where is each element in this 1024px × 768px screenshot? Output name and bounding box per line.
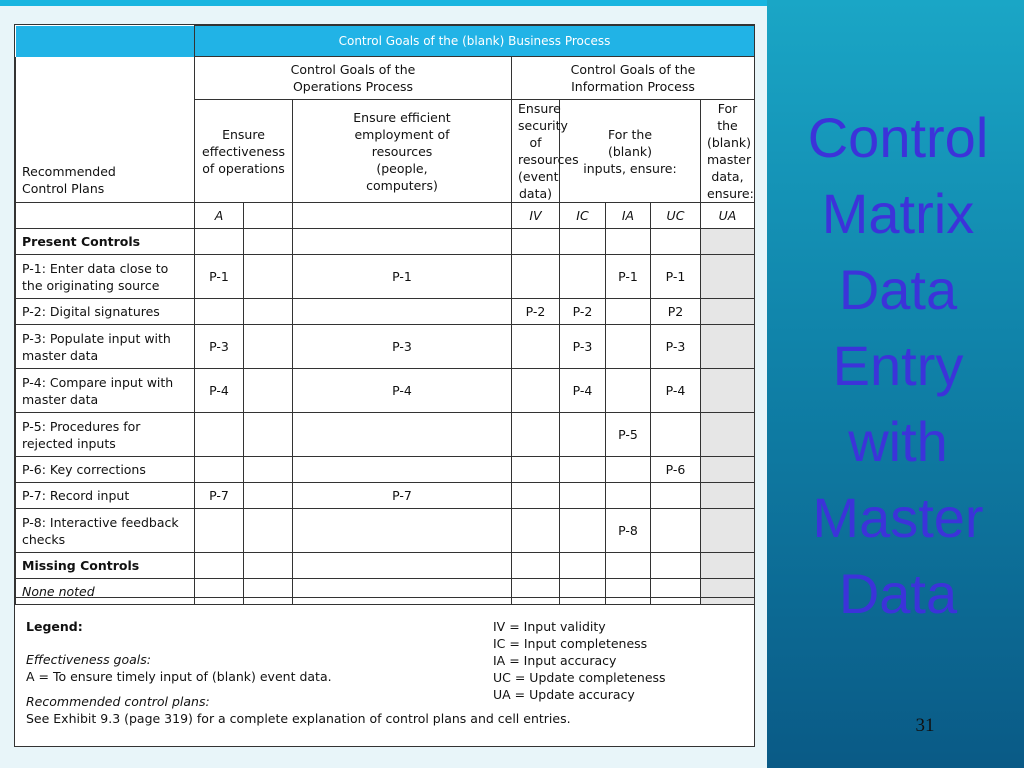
goal-line: effectiveness (202, 143, 285, 159)
matrix-cell: P-2 (512, 299, 560, 325)
empty-cell (512, 553, 560, 579)
control-plan-label-line: P-3: Populate input with (22, 330, 171, 346)
matrix-cell (560, 413, 606, 457)
legend-code: UA = Update accuracy (493, 687, 635, 702)
matrix-cell (195, 509, 244, 553)
control-plan-row (16, 255, 755, 299)
matrix-cell: P-4 (651, 369, 701, 413)
empty-cell (195, 553, 244, 579)
goal-efficient-resources (293, 100, 512, 203)
row-header-line: Control Plans (22, 181, 105, 196)
control-plan-label-line: P-4: Compare input with (22, 374, 174, 390)
recommended-plans-text: See Exhibit 9.3 (page 319) for a complete explanation of control plans and cell entries. (26, 711, 571, 726)
page-number: 31 (915, 715, 935, 736)
goal-master-data (701, 100, 755, 203)
matrix-cell (701, 299, 755, 325)
control-plan-row (16, 457, 755, 483)
matrix-cell: P-3 (560, 325, 606, 369)
information-goals-header (512, 57, 755, 100)
header-line: Control Goals of the (290, 62, 416, 77)
none-noted-label: None noted (16, 579, 195, 605)
matrix-cell: P2 (651, 299, 701, 325)
control-plan-label-line: the originating source (22, 277, 160, 293)
matrix-cell (244, 413, 293, 457)
matrix-cell (651, 483, 701, 509)
control-plan-label-line: P-6: Key corrections (22, 462, 146, 477)
matrix-cell (560, 255, 606, 299)
legend-title: Legend: (26, 619, 83, 634)
shaded-cell (701, 229, 755, 255)
legend-code: IC = Input completeness (493, 636, 648, 651)
control-plan-label (16, 457, 195, 483)
title-line: with (848, 410, 948, 473)
control-plan-label-line: rejected inputs (22, 435, 116, 451)
matrix-cell: P-4 (195, 369, 244, 413)
control-plan-label-line: P-5: Procedures for (22, 418, 141, 434)
matrix-cell (560, 457, 606, 483)
code-cell (244, 203, 293, 229)
matrix-cell (512, 369, 560, 413)
shaded-cell (701, 553, 755, 579)
business-process-banner: Control Goals of the (blank) Business Process (195, 26, 755, 57)
legend-box (15, 597, 754, 747)
matrix-cell (293, 413, 512, 457)
matrix-cell: P-1 (606, 255, 651, 299)
control-plan-row (16, 483, 755, 509)
control-plan-label (16, 255, 195, 299)
matrix-cell (512, 413, 560, 457)
goal-line: (blank) (608, 143, 652, 159)
empty-cell (651, 229, 701, 255)
title-line: Entry (832, 334, 964, 397)
spacer (26, 685, 466, 693)
matrix-cell: P-4 (293, 369, 512, 413)
matrix-cell (701, 369, 755, 413)
empty-cell (195, 229, 244, 255)
corner-cell (16, 26, 195, 57)
control-plan-row (16, 299, 755, 325)
matrix-cell (701, 509, 755, 553)
matrix-cell (701, 255, 755, 299)
matrix-cell: P-5 (606, 413, 651, 457)
goal-line: For the (607, 126, 653, 142)
matrix-cell (701, 325, 755, 369)
recommended-plans-heading: Recommended control plans: (26, 694, 210, 709)
matrix-cell (512, 457, 560, 483)
matrix-cell (244, 299, 293, 325)
matrix-cell: P-1 (651, 255, 701, 299)
control-plan-row (16, 369, 755, 413)
matrix-cell (244, 255, 293, 299)
matrix-cell: P-7 (195, 483, 244, 509)
matrix-cell (651, 509, 701, 553)
control-plan-label (16, 509, 195, 553)
code-cell: UC (651, 203, 701, 229)
matrix-cell (195, 299, 244, 325)
control-plan-label-line: master data (22, 391, 99, 407)
control-plan-label-line: P-7: Record input (22, 488, 130, 503)
matrix-cell (701, 413, 755, 457)
matrix-cell (512, 255, 560, 299)
code-cell: IV (512, 203, 560, 229)
matrix-cell (244, 509, 293, 553)
goal-line: of operations (202, 160, 285, 176)
codes-row-label (16, 203, 195, 229)
control-plan-label (16, 413, 195, 457)
control-plan-label-line: P-8: Interactive feedback (22, 514, 179, 530)
empty-cell (606, 553, 651, 579)
goal-line: (people, (376, 160, 428, 176)
codes-row (16, 203, 755, 229)
control-plan-label (16, 483, 195, 509)
control-plan-label-line: master data (22, 347, 99, 363)
goal-line: computers) (366, 177, 438, 193)
header-line: Information Process (571, 79, 695, 94)
code-cell: A (195, 203, 244, 229)
matrix-cell (244, 325, 293, 369)
matrix-cell: P-7 (293, 483, 512, 509)
title-line: Data (838, 562, 958, 625)
control-plan-label (16, 325, 195, 369)
matrix-cell (606, 369, 651, 413)
matrix-cell (560, 509, 606, 553)
control-matrix-table (15, 25, 755, 605)
goal-line: Ensure efficient (353, 109, 451, 125)
title-line: Data (838, 258, 958, 321)
missing-controls-row (16, 553, 755, 579)
empty-cell (560, 229, 606, 255)
title-line: Master (812, 486, 984, 549)
title-line: Control (807, 106, 989, 169)
goal-line: inputs, ensure: (583, 160, 677, 176)
slide-title (780, 100, 1016, 632)
matrix-cell (244, 369, 293, 413)
matrix-cell (293, 509, 512, 553)
matrix-cell: P-6 (651, 457, 701, 483)
matrix-cell (195, 457, 244, 483)
empty-cell (293, 553, 512, 579)
empty-cell (244, 229, 293, 255)
code-cell (293, 203, 512, 229)
empty-cell (606, 229, 651, 255)
legend-code: IA = Input accuracy (493, 653, 617, 668)
row-header-cell (16, 57, 195, 203)
operations-goals-header (195, 57, 512, 100)
matrix-cell (512, 509, 560, 553)
matrix-cell: P-3 (195, 325, 244, 369)
goal-security (512, 100, 579, 203)
code-cell: IA (606, 203, 651, 229)
control-plan-label-line: P-2: Digital signatures (22, 304, 160, 319)
row-header-line: Recommended (22, 164, 116, 179)
header-line: Operations Process (292, 79, 414, 94)
effectiveness-goals-heading: Effectiveness goals: (26, 652, 151, 667)
goal-line: resources (371, 143, 433, 159)
legend-codes (493, 618, 743, 703)
goal-line: (blank) (707, 135, 751, 150)
matrix-cell (606, 325, 651, 369)
empty-cell (651, 553, 701, 579)
matrix-cell (293, 299, 512, 325)
effectiveness-goal-a: A = To ensure timely input of (blank) event data. (26, 669, 332, 684)
code-cell: UA (701, 203, 755, 229)
goal-line: master data, (707, 152, 752, 184)
matrix-cell (560, 483, 606, 509)
control-plan-row (16, 413, 755, 457)
present-controls-row (16, 229, 755, 255)
top-accent-line (0, 0, 767, 6)
legend-code: IV = Input validity (493, 619, 606, 634)
matrix-cell: P-1 (293, 255, 512, 299)
empty-cell (512, 229, 560, 255)
legend-code: UC = Update completeness (493, 670, 666, 685)
goal-line: ensure: (707, 186, 754, 201)
empty-cell (293, 229, 512, 255)
matrix-cell (606, 483, 651, 509)
control-plan-label (16, 369, 195, 413)
goal-inputs (560, 100, 701, 203)
matrix-cell: P-3 (651, 325, 701, 369)
matrix-cell (512, 483, 560, 509)
control-plan-row (16, 325, 755, 369)
present-controls-heading: Present Controls (16, 229, 195, 255)
control-plan-row (16, 509, 755, 553)
matrix-cell (293, 457, 512, 483)
matrix-cell (606, 299, 651, 325)
control-plan-label-line: P-1: Enter data close to (22, 260, 169, 276)
goal-line: (event data) (518, 169, 559, 201)
empty-cell (560, 553, 606, 579)
goal-line: Ensure security (518, 101, 568, 133)
matrix-cell (606, 457, 651, 483)
goal-line: of resources (518, 135, 579, 167)
matrix-cell: P-8 (606, 509, 651, 553)
matrix-cell: P-4 (560, 369, 606, 413)
header-line: Control Goals of the (570, 62, 696, 77)
matrix-cell: P-1 (195, 255, 244, 299)
matrix-cell: P-3 (293, 325, 512, 369)
matrix-cell (244, 483, 293, 509)
goal-effectiveness (195, 100, 293, 203)
matrix-cell: P-2 (560, 299, 606, 325)
matrix-cell (701, 483, 755, 509)
goal-line: For the (717, 101, 738, 133)
goal-line: Ensure (222, 126, 265, 142)
matrix-cell (701, 457, 755, 483)
code-cell: IC (560, 203, 606, 229)
matrix-cell (512, 325, 560, 369)
control-matrix-sheet (14, 24, 755, 747)
missing-controls-heading: Missing Controls (16, 553, 195, 579)
goal-line: employment of (354, 126, 450, 142)
title-line: Matrix (821, 182, 975, 245)
empty-cell (244, 553, 293, 579)
matrix-cell (195, 413, 244, 457)
matrix-cell (244, 457, 293, 483)
matrix-cell (651, 413, 701, 457)
control-plan-label-line: checks (22, 531, 66, 547)
control-plan-label (16, 299, 195, 325)
